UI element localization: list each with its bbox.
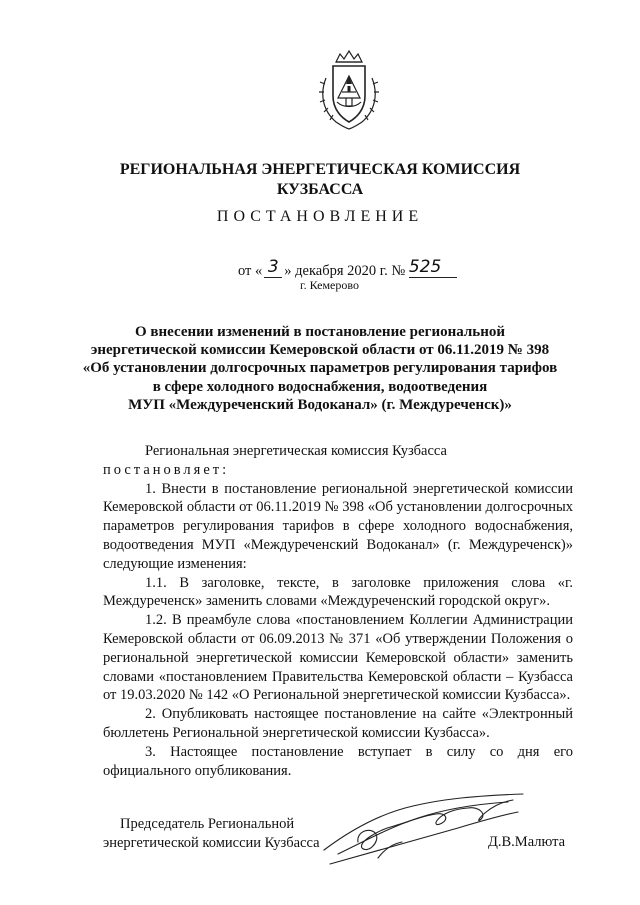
- date-prefix: от «: [238, 263, 263, 279]
- signatory-position-line2: энергетической комиссии Кузбасса: [103, 835, 320, 851]
- title-line: энергетической комиссии Кемеровской области от 06.11.2019 № 398: [90, 342, 550, 359]
- paragraph-1: 1. Внести в постановление региональной энергетической комиссии Кемеровской области от 06.11.2019 № 398 «Об установлении долгосрочных параметров регулирования тарифов в сфере холодного водоснабжения, водоотведения МУП «Междуреченский Водоканал» (г. Междуреченск)» следующие изменения:: [103, 480, 573, 572]
- document-title: [60, 323, 580, 414]
- signatory-position-line1: Председатель Региональной: [120, 816, 295, 832]
- title-line: О внесении изменений в постановление региональной: [135, 324, 505, 340]
- paragraph-1-1: 1.1. В заголовке, тексте, в заголовке приложения слова «г. Междуреченск» заменить словами «Междуреченский городской округ».: [103, 574, 573, 610]
- organization-name-line2: КУЗБАССА: [276, 181, 364, 198]
- title-line: в сфере холодного водоснабжения, водоотведения: [152, 378, 488, 395]
- date-day-handwritten: 3: [264, 257, 282, 278]
- city: г. Кемерово: [300, 278, 359, 292]
- coat-of-arms-emblem: [316, 48, 382, 130]
- title-line: «Об установлении долгосрочных параметров регулирования тарифов: [82, 360, 558, 377]
- body-intro: Региональная энергетическая комиссия Кузбасса: [145, 443, 447, 459]
- title-line: МУП «Междуреченский Водоканал» (г. Междуреченск)»: [128, 396, 512, 413]
- paragraph-1-2: 1.2. В преамбуле слова «постановлением Коллегии Администрации Кемеровской области от 06.09.2013 № 371 «Об утверждении Положения о региональной энергетической комиссии Кемеровской области» заменить словами «постановлением Правительства Кемеровской области – Кузбасса от 19.03.2020 № 142 «О Региональной энергетической комиссии Кузбасса».: [103, 612, 573, 704]
- date-suffix: » декабря 2020 г. №: [284, 263, 406, 279]
- paragraph-2: 2. Опубликовать настоящее постановление на сайте «Электронный бюллетень Региональной энергетической комиссии Кузбасса».: [103, 706, 573, 741]
- paragraph-3: 3. Настоящее постановление вступает в силу со дня его официального опубликования.: [103, 743, 573, 779]
- document-body: [103, 442, 573, 780]
- body-decree: постановляет:: [103, 461, 230, 478]
- handwritten-signature: [318, 792, 533, 872]
- decree-number-handwritten: 525: [409, 257, 457, 278]
- signatory-position: [103, 815, 320, 853]
- signatory-name: Д.В.Малюта: [488, 834, 566, 850]
- document-type: ПОСТАНОВЛЕНИЕ: [216, 208, 424, 225]
- organization-name-line1: РЕГИОНАЛЬНАЯ ЭНЕРГЕТИЧЕСКАЯ КОМИССИЯ: [119, 161, 521, 178]
